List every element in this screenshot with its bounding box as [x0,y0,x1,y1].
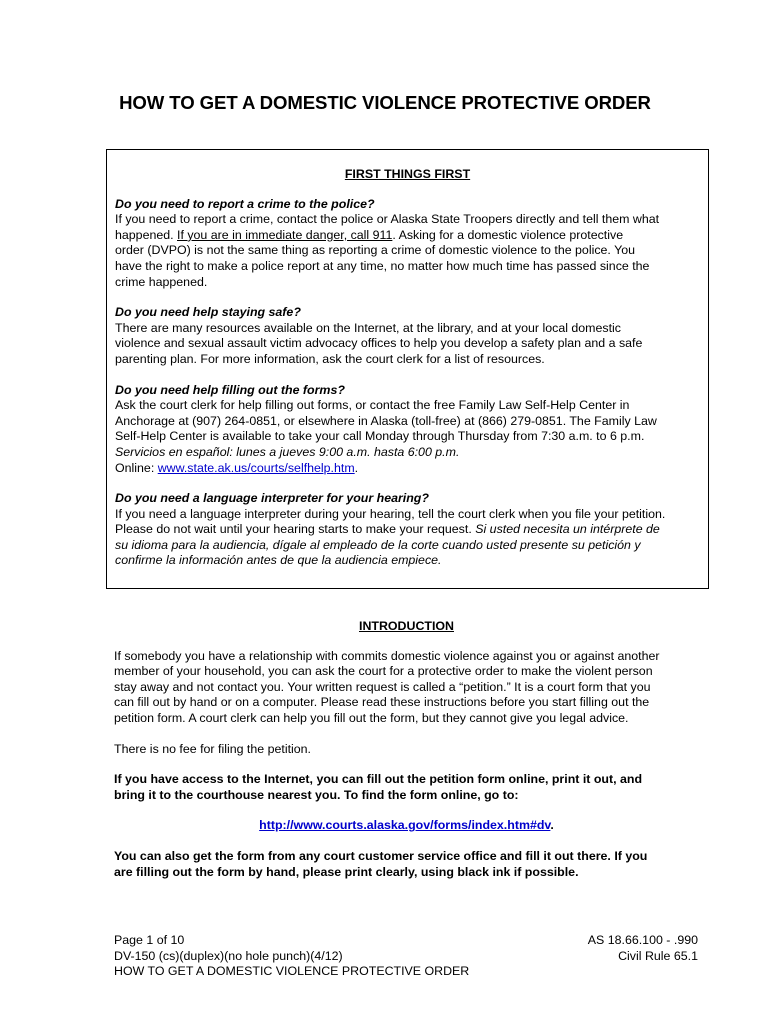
spanish-text: confirme la información antes de que la audiencia empiece. [115,553,442,568]
statute-ref: AS 18.66.100 - .990 [587,933,698,947]
rule-ref: Civil Rule 65.1 [618,948,698,963]
introduction-section [114,619,699,880]
page-number: Page 1 of 10 [114,933,185,947]
body-line: You can also get the form from any court customer service office and fill it out there. If you [114,848,648,863]
body-line: If somebody you have a relationship with commits domestic violence against you or against another [114,648,660,663]
body-line [115,522,700,538]
text-span: . [354,460,359,475]
selfhelp-link[interactable]: www.state.ak.us/courts/selfhelp.htm [157,460,355,475]
text-span: . Asking for a domestic violence protective [392,227,624,242]
text-span: Please do not wait until your hearing starts to make your request. [115,522,476,537]
footer-right [448,933,698,964]
spanish-hours: Servicios en español: lunes a jueves 9:00 a.m. hasta 6:00 p.m. [115,444,460,459]
form-link[interactable]: http://www.courts.alaska.gov/forms/index.htm#dv [259,818,551,833]
body-line: have the right to make a police report at any time, no matter how much time has passed since the [115,258,650,273]
body-line: Ask the court clerk for help filling out forms, or contact the free Family Law Self-Help Center in [115,398,630,413]
body-line: Anchorage at (907) 264-0851, or elsewhere in Alaska (toll-free) at (866) 279-0851. The Family Law [115,413,657,428]
question-filling-forms: Do you need help filling out the forms? [115,382,345,397]
body-line: are filling out the form by hand, please print clearly, using black ink if possible. [114,864,579,879]
text-span: happened. [115,227,178,242]
text-span: . [550,818,554,833]
first-things-box [106,149,709,589]
body-line: Self-Help Center is available to take your call Monday through Thursday from 7:30 a.m. to 6 p.m. [115,429,645,444]
first-things-heading: FIRST THINGS FIRST [344,167,471,181]
online-line [115,461,700,477]
no-fee-note: There is no fee for filing the petition. [114,741,311,756]
page-title: HOW TO GET A DOMESTIC VIOLENCE PROTECTIVE ORDER [119,92,651,113]
spanish-text: Si usted necesita un intérprete de [475,522,660,537]
body-line: crime happened. [115,274,208,289]
form-id: DV-150 (cs)(duplex)(no hole punch)(4/12) [114,948,343,963]
body-line [115,228,700,244]
body-line: member of your household, you can ask the court for a protective order to make the violent person [114,664,653,679]
emergency-911-notice: If you are in immediate danger, call 911 [177,227,393,242]
body-line: If you need a language interpreter during your hearing, tell the court clerk when you file your petition. [115,506,666,521]
question-interpreter: Do you need a language interpreter for your hearing? [115,491,429,506]
body-line: can fill out by hand or on a computer. Please read these instructions before you start filling out the [114,695,650,710]
body-line: stay away and not contact you. Your written request is called a “petition.” It is a court form that you [114,679,651,694]
footer-doc-title: HOW TO GET A DOMESTIC VIOLENCE PROTECTIVE ORDER [114,964,470,979]
body-line: bring it to the courthouse nearest you. To find the form online, go to: [114,787,519,802]
body-line: There are many resources available on the Internet, at the library, and at your local domestic [115,320,621,335]
body-line: violence and sexual assault victim advocacy offices to help you develop a safety plan and a safe [115,336,643,351]
question-report-crime: Do you need to report a crime to the police? [115,196,375,211]
body-line: parenting plan. For more information, ask the court clerk for a list of resources. [115,351,545,366]
body-line: If you have access to the Internet, you can fill out the petition form online, print it out, and [114,772,643,787]
body-line: order (DVPO) is not the same thing as reporting a crime of domestic violence to the police. You [115,243,635,258]
question-staying-safe: Do you need help staying safe? [115,305,301,320]
online-label: Online: [115,460,158,475]
body-line: If you need to report a crime, contact the police or Alaska State Troopers directly and tell them what [115,212,660,227]
form-link-line [114,818,699,834]
spanish-text: su idioma para la audiencia, dígale al empleado de la corte cuando usted presente su petición y [115,537,641,552]
introduction-heading: INTRODUCTION [359,619,454,633]
body-line: petition form. A court clerk can help you fill out the form, but they cannot give you legal advice. [114,710,629,725]
